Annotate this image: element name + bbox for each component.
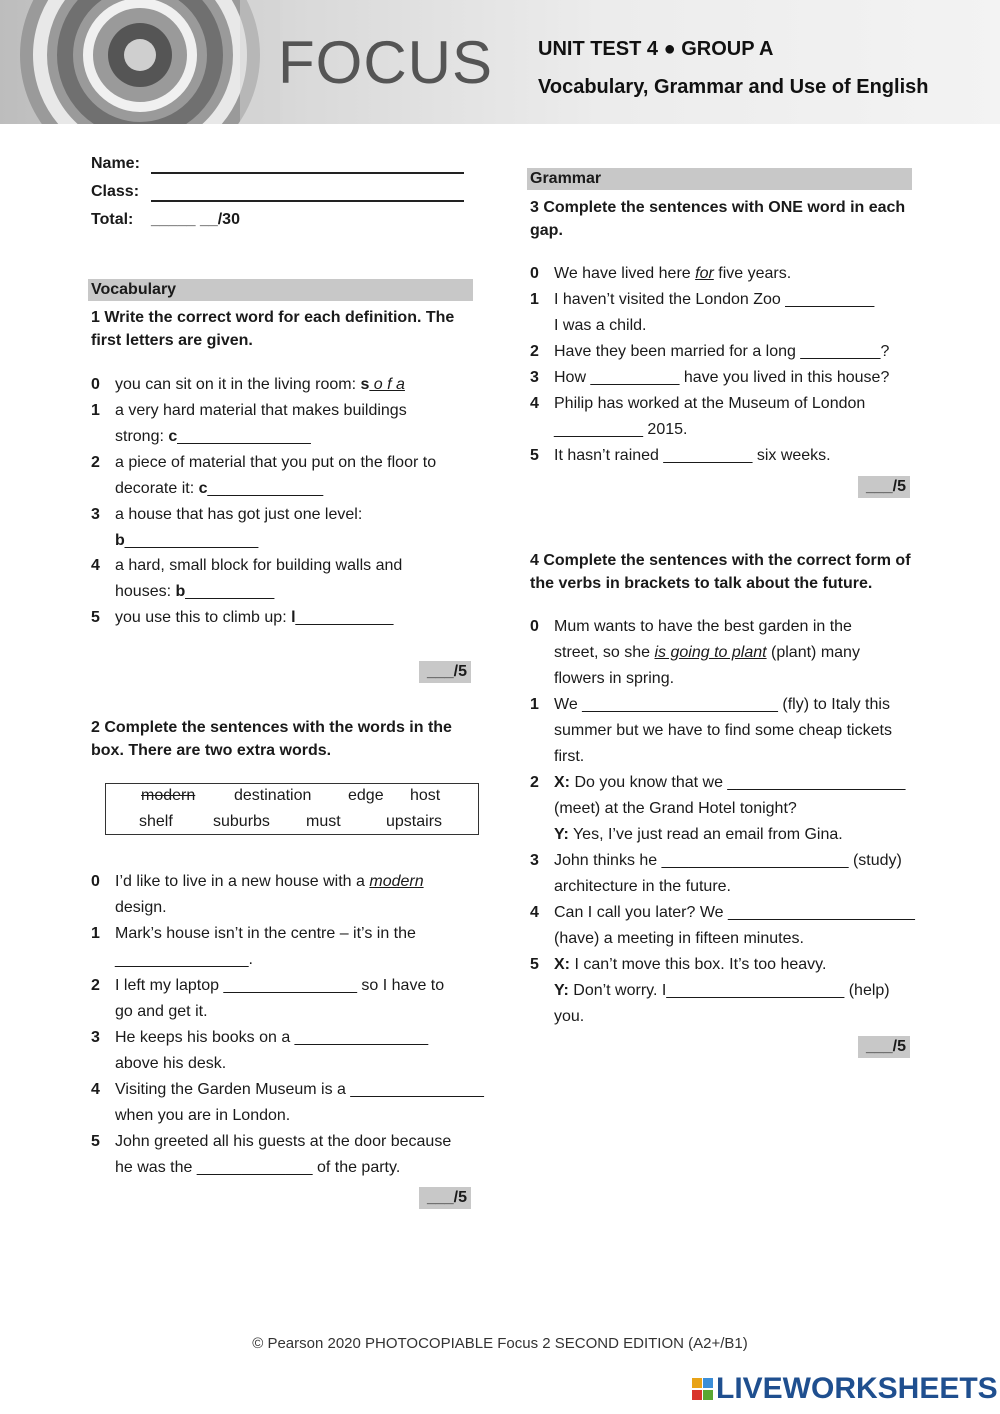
ex2-item-2[interactable]: 2 I left my laptop _______________ so I have to go and get it. xyxy=(91,977,445,1020)
box-word: upstairs xyxy=(386,813,443,830)
ex4-item-5[interactable]: 5 X: I can’t move this box. It’s too heavy. Y: Don’t worry. I____________________ (help) you. xyxy=(530,956,890,1025)
name-label: Name: xyxy=(91,155,140,172)
ex4-item-3[interactable]: 3 John thinks he _____________________ (study) architecture in the future. xyxy=(530,852,902,895)
liveworksheets-brand[interactable]: LIVEWORKSHEETS xyxy=(716,1372,998,1405)
name-field[interactable] xyxy=(151,172,464,174)
ex4-score: ___/5 xyxy=(858,1036,910,1058)
ex2-item-3[interactable]: 3 He keeps his books on a _______________ above his desk. xyxy=(91,1029,429,1072)
ex4-instruction: 4 Complete the sentences with the correct form of the verbs in brackets to talk about the future. xyxy=(530,552,911,592)
ex4-item-2[interactable]: 2 X: Do you know that we ____________________ (meet) at the Grand Hotel tonight? Y: Yes, I’ve just read an email from Gina. xyxy=(530,774,906,843)
ex1-item-4[interactable]: 4 a hard, small block for building walls and houses: b__________ xyxy=(91,557,403,600)
total-value: _____ __/30 xyxy=(151,211,240,228)
box-word: modern xyxy=(141,787,196,804)
class-field[interactable] xyxy=(151,200,464,202)
box-word: host xyxy=(410,787,441,804)
ex2-item-1[interactable]: 1 Mark’s house isn’t in the centre – it’s in the _______________. xyxy=(91,925,416,968)
box-word: destination xyxy=(234,787,312,804)
ex2-score: ___/5 xyxy=(419,1187,471,1209)
ex2-item-4[interactable]: 4 Visiting the Garden Museum is a _______________ when you are in London. xyxy=(91,1081,484,1124)
ex1-item-2[interactable]: 2 a piece of material that you put on the floor to decorate it: c_____________ xyxy=(91,454,437,497)
header-banner xyxy=(0,0,1000,124)
liveworksheets-logo-icon xyxy=(692,1378,714,1402)
word-box xyxy=(105,783,479,835)
ex3-score: ___/5 xyxy=(858,476,910,498)
box-word: suburbs xyxy=(213,813,270,830)
swirl-graphic xyxy=(0,0,280,124)
ex4-item-0: 0 Mum wants to have the best garden in the street, so she is going to plant (plant) many flowers in spring. xyxy=(530,618,860,687)
box-word: shelf xyxy=(139,813,173,830)
grammar-heading: Grammar xyxy=(527,168,912,190)
ex3-instruction: 3 Complete the sentences with ONE word in each gap. xyxy=(530,199,906,239)
ex3-item-1[interactable]: 1 I haven’t visited the London Zoo __________ I was a child. xyxy=(530,291,875,334)
ex1-item-3[interactable]: 3 a house that has got just one level: b_______________ xyxy=(91,506,363,549)
ex2-item-5[interactable]: 5 John greeted all his guests at the door because he was the _____________ of the party. xyxy=(91,1133,452,1176)
ex3-item-4[interactable]: 4 Philip has worked at the Museum of London __________ 2015. xyxy=(530,395,866,438)
vocabulary-heading: Vocabulary xyxy=(88,279,473,301)
ex4-item-1[interactable]: 1 We ______________________ (fly) to Italy this summer but we have to find some cheap tickets first. xyxy=(530,696,892,765)
ex1-score: ___/5 xyxy=(419,661,471,683)
ex2-instruction: 2 Complete the sentences with the words in the box. There are two extra words. xyxy=(91,719,452,759)
class-label: Class: xyxy=(91,183,140,200)
total-label: Total: xyxy=(91,211,134,228)
box-word: edge xyxy=(348,787,384,804)
subtitle: Vocabulary, Grammar and Use of English xyxy=(538,76,929,98)
ex2-item-0: 0 I’d like to live in a new house with a modern design. xyxy=(91,873,424,916)
box-word: must xyxy=(306,813,341,830)
focus-logo: FOCUS xyxy=(278,29,493,96)
ex1-instruction: 1 Write the correct word for each definition. The first letters are given. xyxy=(91,309,455,349)
ex1-item-1[interactable]: 1 a very hard material that makes buildings strong: c_______________ xyxy=(91,402,407,445)
copyright-footer: © Pearson 2020 PHOTOCOPIABLE Focus 2 SECOND EDITION (A2+/B1) xyxy=(252,1335,748,1352)
ex4-item-4[interactable]: 4 Can I call you later? We _____________________ (have) a meeting in fifteen minutes. xyxy=(530,904,915,947)
unit-title: UNIT TEST 4 ● GROUP A xyxy=(538,38,774,60)
